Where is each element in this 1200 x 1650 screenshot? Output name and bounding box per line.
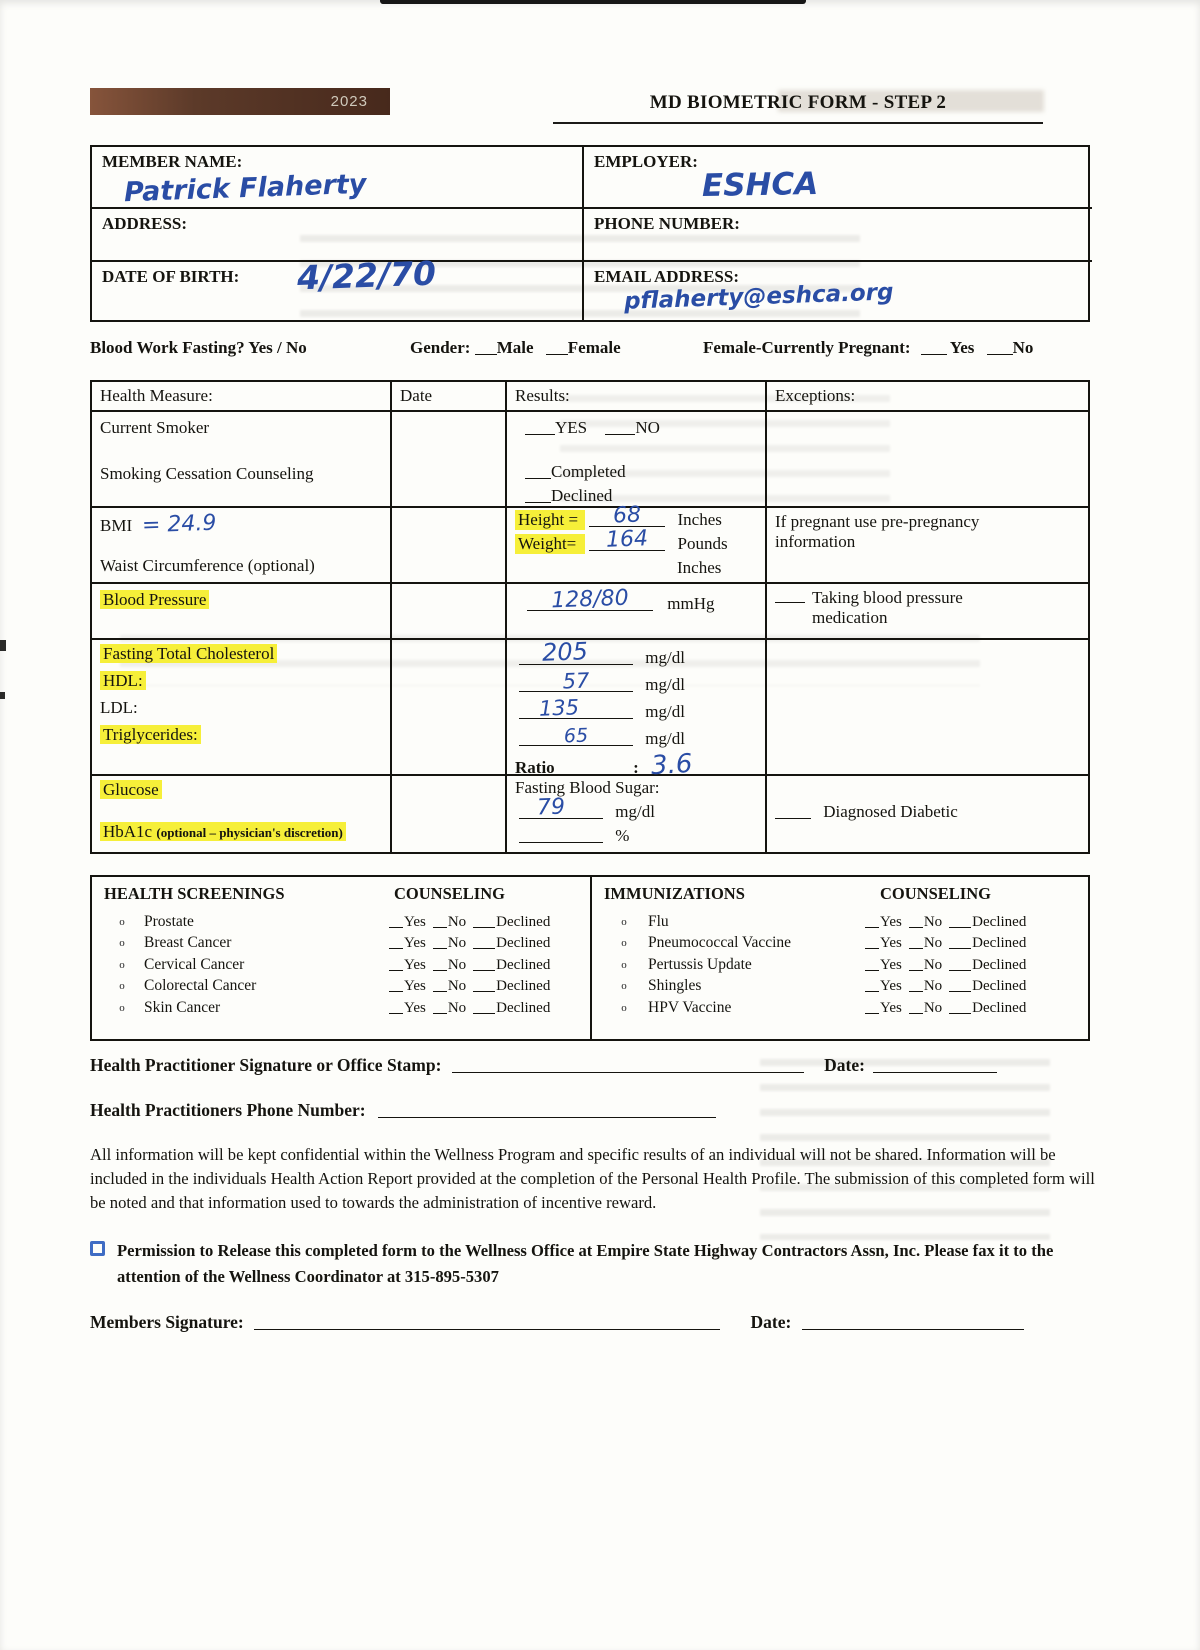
declined-label: Declined xyxy=(972,999,1027,1016)
bp-label: Blood Pressure xyxy=(100,590,209,609)
declined-label: Declined xyxy=(496,913,551,930)
immunization-item-label: Pneumococcal Vaccine xyxy=(648,934,792,952)
hba1c-blank xyxy=(519,828,603,843)
glucose-row xyxy=(92,776,1088,852)
pregnant-no-blank xyxy=(987,340,1013,355)
screening-row-prostate xyxy=(100,911,582,933)
blood-work-fasting-label: Blood Work Fasting? Yes / No xyxy=(90,338,307,357)
declined-label: Declined xyxy=(496,999,551,1016)
screening-item-label: Skin Cancer xyxy=(144,998,221,1016)
diabetic-blank xyxy=(775,804,811,819)
yes-blank xyxy=(865,913,879,928)
declined-label: Declined xyxy=(551,486,613,505)
fbs-blank xyxy=(519,794,603,821)
cholesterol-blank xyxy=(519,637,633,667)
smoker-exceptions-cell xyxy=(767,412,1092,506)
hba1c-note: (optional – physician's discretion) xyxy=(156,825,343,840)
glucose-date-cell xyxy=(392,776,507,852)
fbs-value: 79 xyxy=(536,794,566,821)
yes-label: Yes xyxy=(880,956,902,973)
screening-row-breast-cancer xyxy=(100,933,582,955)
practitioner-phone-label: Health Practitioners Phone Number: xyxy=(90,1100,366,1120)
bmi-exceptions-cell xyxy=(767,508,1092,582)
counseling-options xyxy=(858,934,1084,952)
diabetic-label: Diagnosed Diabetic xyxy=(823,802,958,821)
bullet-icon: o xyxy=(621,915,627,928)
immunizations-header: IMMUNIZATIONS xyxy=(604,884,745,903)
smoking-cessation-label: Smoking Cessation Counseling xyxy=(100,464,314,483)
no-label: No xyxy=(447,999,467,1016)
lipids-row xyxy=(92,637,1088,782)
phone-cell xyxy=(584,209,1092,262)
lipids-results-cell xyxy=(507,637,767,782)
counseling-options xyxy=(858,999,1084,1017)
yes-blank xyxy=(865,956,879,971)
cholesterol-unit: mg/dl xyxy=(645,648,685,667)
yes-label: Yes xyxy=(404,978,426,995)
no-blank xyxy=(909,977,923,992)
members-signature-label: Members Signature: xyxy=(90,1312,244,1332)
declined-label: Declined xyxy=(972,935,1027,952)
yes-blank xyxy=(865,934,879,949)
bullet-icon: o xyxy=(119,980,125,993)
no-blank xyxy=(433,956,447,971)
bullet-icon: o xyxy=(119,958,125,971)
bmi-date-cell xyxy=(392,508,507,582)
yes-blank xyxy=(389,934,403,949)
address-cell xyxy=(92,209,584,262)
year-badge-label: 2023 xyxy=(330,93,368,110)
lipids-measure-cell xyxy=(92,640,392,774)
declined-blank xyxy=(473,956,495,971)
smoker-measure-cell xyxy=(92,412,392,506)
gender-group xyxy=(410,338,621,358)
ldl-value: 135 xyxy=(538,695,580,721)
no-blank xyxy=(433,913,447,928)
scan-artifact-edge xyxy=(0,692,5,699)
current-smoker-label: Current Smoker xyxy=(100,418,210,437)
declined-blank xyxy=(949,956,971,971)
declined-label: Declined xyxy=(972,978,1027,995)
hdl-label: HDL: xyxy=(100,671,146,690)
ratio-colon: : xyxy=(633,758,639,777)
declined-blank xyxy=(473,999,495,1014)
declined-label: Declined xyxy=(972,913,1027,930)
glucose-measure-cell xyxy=(92,776,392,852)
counseling-options xyxy=(382,977,582,995)
screening-item-label: Prostate xyxy=(144,912,194,930)
bp-exceptions-cell xyxy=(767,584,1092,638)
bp-blank xyxy=(527,585,653,614)
email-cell xyxy=(584,262,1092,320)
lipids-exceptions-cell xyxy=(767,640,1092,774)
no-label: No xyxy=(923,999,943,1016)
fbs-unit: mg/dl xyxy=(615,802,655,821)
scan-artifact-edge xyxy=(0,640,6,651)
ratio-blank xyxy=(565,760,623,775)
immunization-item-label: Pertussis Update xyxy=(648,955,752,973)
declined-blank xyxy=(473,977,495,992)
counseling-options xyxy=(382,913,582,931)
smoker-yes-label: YES xyxy=(555,418,588,437)
declined-blank xyxy=(949,934,971,949)
bp-results-cell xyxy=(507,584,767,638)
weight-blank xyxy=(589,526,665,553)
yes-blank xyxy=(389,999,403,1014)
weight-label: Weight= xyxy=(515,534,585,554)
declined-label: Declined xyxy=(496,935,551,952)
declined-blank xyxy=(949,977,971,992)
height-label: Height = xyxy=(515,510,585,530)
yes-label: Yes xyxy=(880,913,902,930)
smoker-row xyxy=(92,412,1088,508)
female-label: Female xyxy=(567,338,621,357)
completed-blank xyxy=(525,464,551,479)
glucose-exceptions-cell xyxy=(767,776,1092,852)
header-exceptions: Exceptions: xyxy=(775,386,856,405)
yes-label: Yes xyxy=(880,935,902,952)
members-signature-blank xyxy=(254,1315,720,1330)
email-label: EMAIL ADDRESS: xyxy=(594,267,740,286)
counseling-header: COUNSELING xyxy=(880,884,991,903)
smoker-no-blank xyxy=(605,420,635,435)
no-blank xyxy=(433,934,447,949)
bp-medication-blank xyxy=(775,588,805,603)
bp-value: 128/80 xyxy=(550,585,630,614)
bmi-label: BMI xyxy=(100,516,133,535)
member-info-table xyxy=(90,145,1090,322)
measures-header-row xyxy=(92,382,1088,412)
health-measures-table xyxy=(90,380,1090,854)
bullet-icon: o xyxy=(621,958,627,971)
no-label: No xyxy=(923,913,943,930)
hba1c-unit: % xyxy=(615,826,630,845)
male-blank xyxy=(475,340,497,355)
hdl-unit: mg/dl xyxy=(645,675,685,694)
counseling-options xyxy=(382,934,582,952)
counseling-options xyxy=(382,999,582,1017)
practitioner-date-label: Date: xyxy=(824,1055,865,1075)
hba1c-label: HbA1c xyxy=(103,822,153,841)
counseling-options xyxy=(858,977,1084,995)
declined-blank xyxy=(949,913,971,928)
fbs-label: Fasting Blood Sugar: xyxy=(515,778,660,797)
practitioner-phone-line xyxy=(90,1100,716,1121)
triglycerides-value: 65 xyxy=(563,724,589,748)
no-blank xyxy=(909,913,923,928)
bullet-icon: o xyxy=(119,1001,125,1014)
waist-unit: Inches xyxy=(677,558,722,577)
bp-unit: mmHg xyxy=(667,594,715,613)
permission-block xyxy=(90,1238,1092,1289)
immunization-item-label: Shingles xyxy=(648,977,702,995)
permission-checkbox xyxy=(90,1241,105,1256)
male-label: Male xyxy=(496,338,534,357)
declined-label: Declined xyxy=(972,956,1027,973)
cholesterol-value: 205 xyxy=(541,637,588,667)
confidentiality-paragraph: All information will be kept confidential within the Wellness Program and specific results of an individual will not be shared. Information will be included in the individuals Health Action Report provided at the completion of the Personal Health Profile. The submission of this completed form will be noted and that information used to towards the administration of incentive reward. xyxy=(90,1145,1095,1213)
height-unit: Inches xyxy=(677,510,722,529)
no-blank xyxy=(909,934,923,949)
employer-value: ESHCA xyxy=(701,165,819,205)
declined-blank xyxy=(473,934,495,949)
yes-label: Yes xyxy=(880,978,902,995)
triglycerides-blank xyxy=(519,724,633,748)
bullet-icon: o xyxy=(119,937,125,950)
members-date-blank xyxy=(802,1315,1024,1330)
screening-row-cervical-cancer xyxy=(100,954,582,976)
no-label: No xyxy=(447,956,467,973)
no-label: No xyxy=(923,978,943,995)
counseling-header: COUNSELING xyxy=(394,884,505,903)
screening-item-label: Colorectal Cancer xyxy=(144,977,257,995)
dob-label: DATE OF BIRTH: xyxy=(102,267,240,286)
bmi-row xyxy=(92,502,1088,584)
immunization-row-pertussis xyxy=(600,954,1084,976)
immunization-item-label: HPV Vaccine xyxy=(648,998,732,1016)
blood-pressure-row xyxy=(92,584,1088,640)
demographics-line xyxy=(90,338,1100,362)
yes-blank xyxy=(865,999,879,1014)
hdl-value: 57 xyxy=(562,668,590,694)
ratio-value: 3.6 xyxy=(650,748,694,782)
bp-measure-cell xyxy=(92,584,392,638)
health-screenings-section xyxy=(92,877,592,1039)
pregnant-no-label: No xyxy=(1012,338,1034,357)
phone-label: PHONE NUMBER: xyxy=(594,214,740,233)
declined-blank xyxy=(949,999,971,1014)
dob-cell xyxy=(92,253,584,320)
health-screenings-header: HEALTH SCREENINGS xyxy=(104,884,285,903)
employer-cell xyxy=(584,147,1092,209)
smoker-yes-blank xyxy=(525,420,555,435)
bp-date-cell xyxy=(392,584,507,638)
pregnant-yes-label: Yes xyxy=(949,338,975,357)
declined-label: Declined xyxy=(496,956,551,973)
height-value: 68 xyxy=(612,502,642,529)
no-label: No xyxy=(923,935,943,952)
smoker-results-cell xyxy=(507,412,767,506)
employer-label: EMPLOYER: xyxy=(594,152,698,171)
screening-row-colorectal-cancer xyxy=(100,976,582,998)
screening-item-label: Breast Cancer xyxy=(144,934,232,952)
practitioner-signature-line xyxy=(90,1055,1095,1076)
yes-label: Yes xyxy=(404,935,426,952)
yes-blank xyxy=(389,913,403,928)
member-name-label: MEMBER NAME: xyxy=(102,152,243,171)
dob-value: 4/22/70 xyxy=(296,253,437,298)
weight-value: 164 xyxy=(605,526,649,553)
no-label: No xyxy=(447,913,467,930)
pregnant-yes-blank xyxy=(921,340,947,355)
gender-label: Gender: xyxy=(410,338,471,357)
header-date: Date xyxy=(392,382,507,410)
permission-text: Permission to Release this completed form to the Wellness Office at Empire State Highway Contractors Assn, Inc. Please fax it to the attention of the Wellness Coordinator at 315-895-5307 xyxy=(117,1241,1054,1286)
immunization-row-pneumococcal xyxy=(600,933,1084,955)
no-label: No xyxy=(447,978,467,995)
pregnant-group xyxy=(703,338,1033,358)
yes-label: Yes xyxy=(880,999,902,1016)
lipids-date-cell xyxy=(392,640,507,774)
bmi-measure-cell xyxy=(92,508,392,582)
yes-label: Yes xyxy=(404,999,426,1016)
yes-blank xyxy=(865,977,879,992)
practitioner-phone-blank xyxy=(378,1103,716,1118)
bmi-value: = 24.9 xyxy=(141,510,218,539)
yes-blank xyxy=(389,956,403,971)
no-blank xyxy=(433,999,447,1014)
immunization-row-shingles xyxy=(600,976,1084,998)
immunization-row-hpv xyxy=(600,997,1084,1019)
smoker-date-cell xyxy=(392,412,507,506)
ratio-label: Ratio xyxy=(515,758,555,777)
screening-item-label: Cervical Cancer xyxy=(144,955,245,973)
smoker-no-label: NO xyxy=(635,418,660,437)
no-blank xyxy=(433,977,447,992)
scan-artifact-top xyxy=(380,0,806,4)
no-blank xyxy=(909,956,923,971)
practitioner-signature-label: Health Practitioner Signature or Office Stamp: xyxy=(90,1055,442,1075)
cholesterol-label: Fasting Total Cholesterol xyxy=(100,644,277,663)
members-date-label: Date: xyxy=(750,1312,792,1332)
member-name-value: Patrick Flaherty xyxy=(123,168,367,209)
immunizations-section xyxy=(592,877,1092,1039)
yes-blank xyxy=(389,977,403,992)
header-health-measure: Health Measure: xyxy=(92,382,392,410)
pregnant-label: Female-Currently Pregnant: xyxy=(703,338,911,357)
pregnancy-exception: If pregnant use pre-pregnancy information xyxy=(775,512,980,551)
yes-label: Yes xyxy=(404,913,426,930)
page-title: MD BIOMETRIC FORM - STEP 2 xyxy=(553,92,1043,124)
ldl-label: LDL: xyxy=(100,698,138,717)
completed-label: Completed xyxy=(551,462,626,481)
screenings-table xyxy=(90,875,1090,1041)
practitioner-signature-blank xyxy=(452,1058,804,1073)
immunization-row-flu xyxy=(600,911,1084,933)
yes-label: Yes xyxy=(404,956,426,973)
counseling-options xyxy=(858,913,1084,931)
glucose-label: Glucose xyxy=(100,780,162,799)
practitioner-date-blank xyxy=(873,1058,997,1073)
height-blank xyxy=(589,502,665,529)
counseling-options xyxy=(858,956,1084,974)
hba1c-group xyxy=(100,822,346,841)
screening-row-skin-cancer xyxy=(100,997,582,1019)
no-label: No xyxy=(447,935,467,952)
no-label: No xyxy=(923,956,943,973)
year-badge xyxy=(90,88,390,115)
bullet-icon: o xyxy=(621,980,627,993)
immunization-item-label: Flu xyxy=(648,912,669,930)
triglycerides-unit: mg/dl xyxy=(645,729,685,748)
email-value: pflaherty@eshca.org xyxy=(623,279,894,315)
bullet-icon: o xyxy=(119,915,125,928)
declined-blank xyxy=(473,913,495,928)
triglycerides-label: Triglycerides: xyxy=(100,725,201,744)
header-results: Results: xyxy=(507,382,767,410)
member-name-cell xyxy=(92,147,584,209)
declined-label: Declined xyxy=(496,978,551,995)
female-blank xyxy=(546,340,568,355)
waist-label: Waist Circumference (optional) xyxy=(100,556,315,575)
bullet-icon: o xyxy=(621,1001,627,1014)
ldl-unit: mg/dl xyxy=(645,702,685,721)
no-blank xyxy=(909,999,923,1014)
declined-blank xyxy=(525,488,551,503)
bullet-icon: o xyxy=(621,937,627,950)
weight-unit: Pounds xyxy=(677,534,728,553)
counseling-options xyxy=(382,956,582,974)
members-signature-line xyxy=(90,1312,1024,1333)
bmi-results-cell xyxy=(507,502,767,582)
glucose-results-cell xyxy=(507,776,767,852)
bp-medication-label: Taking blood pressure medication xyxy=(812,588,963,627)
hdl-blank xyxy=(519,668,633,694)
ldl-blank xyxy=(519,695,633,721)
address-label: ADDRESS: xyxy=(102,214,188,233)
